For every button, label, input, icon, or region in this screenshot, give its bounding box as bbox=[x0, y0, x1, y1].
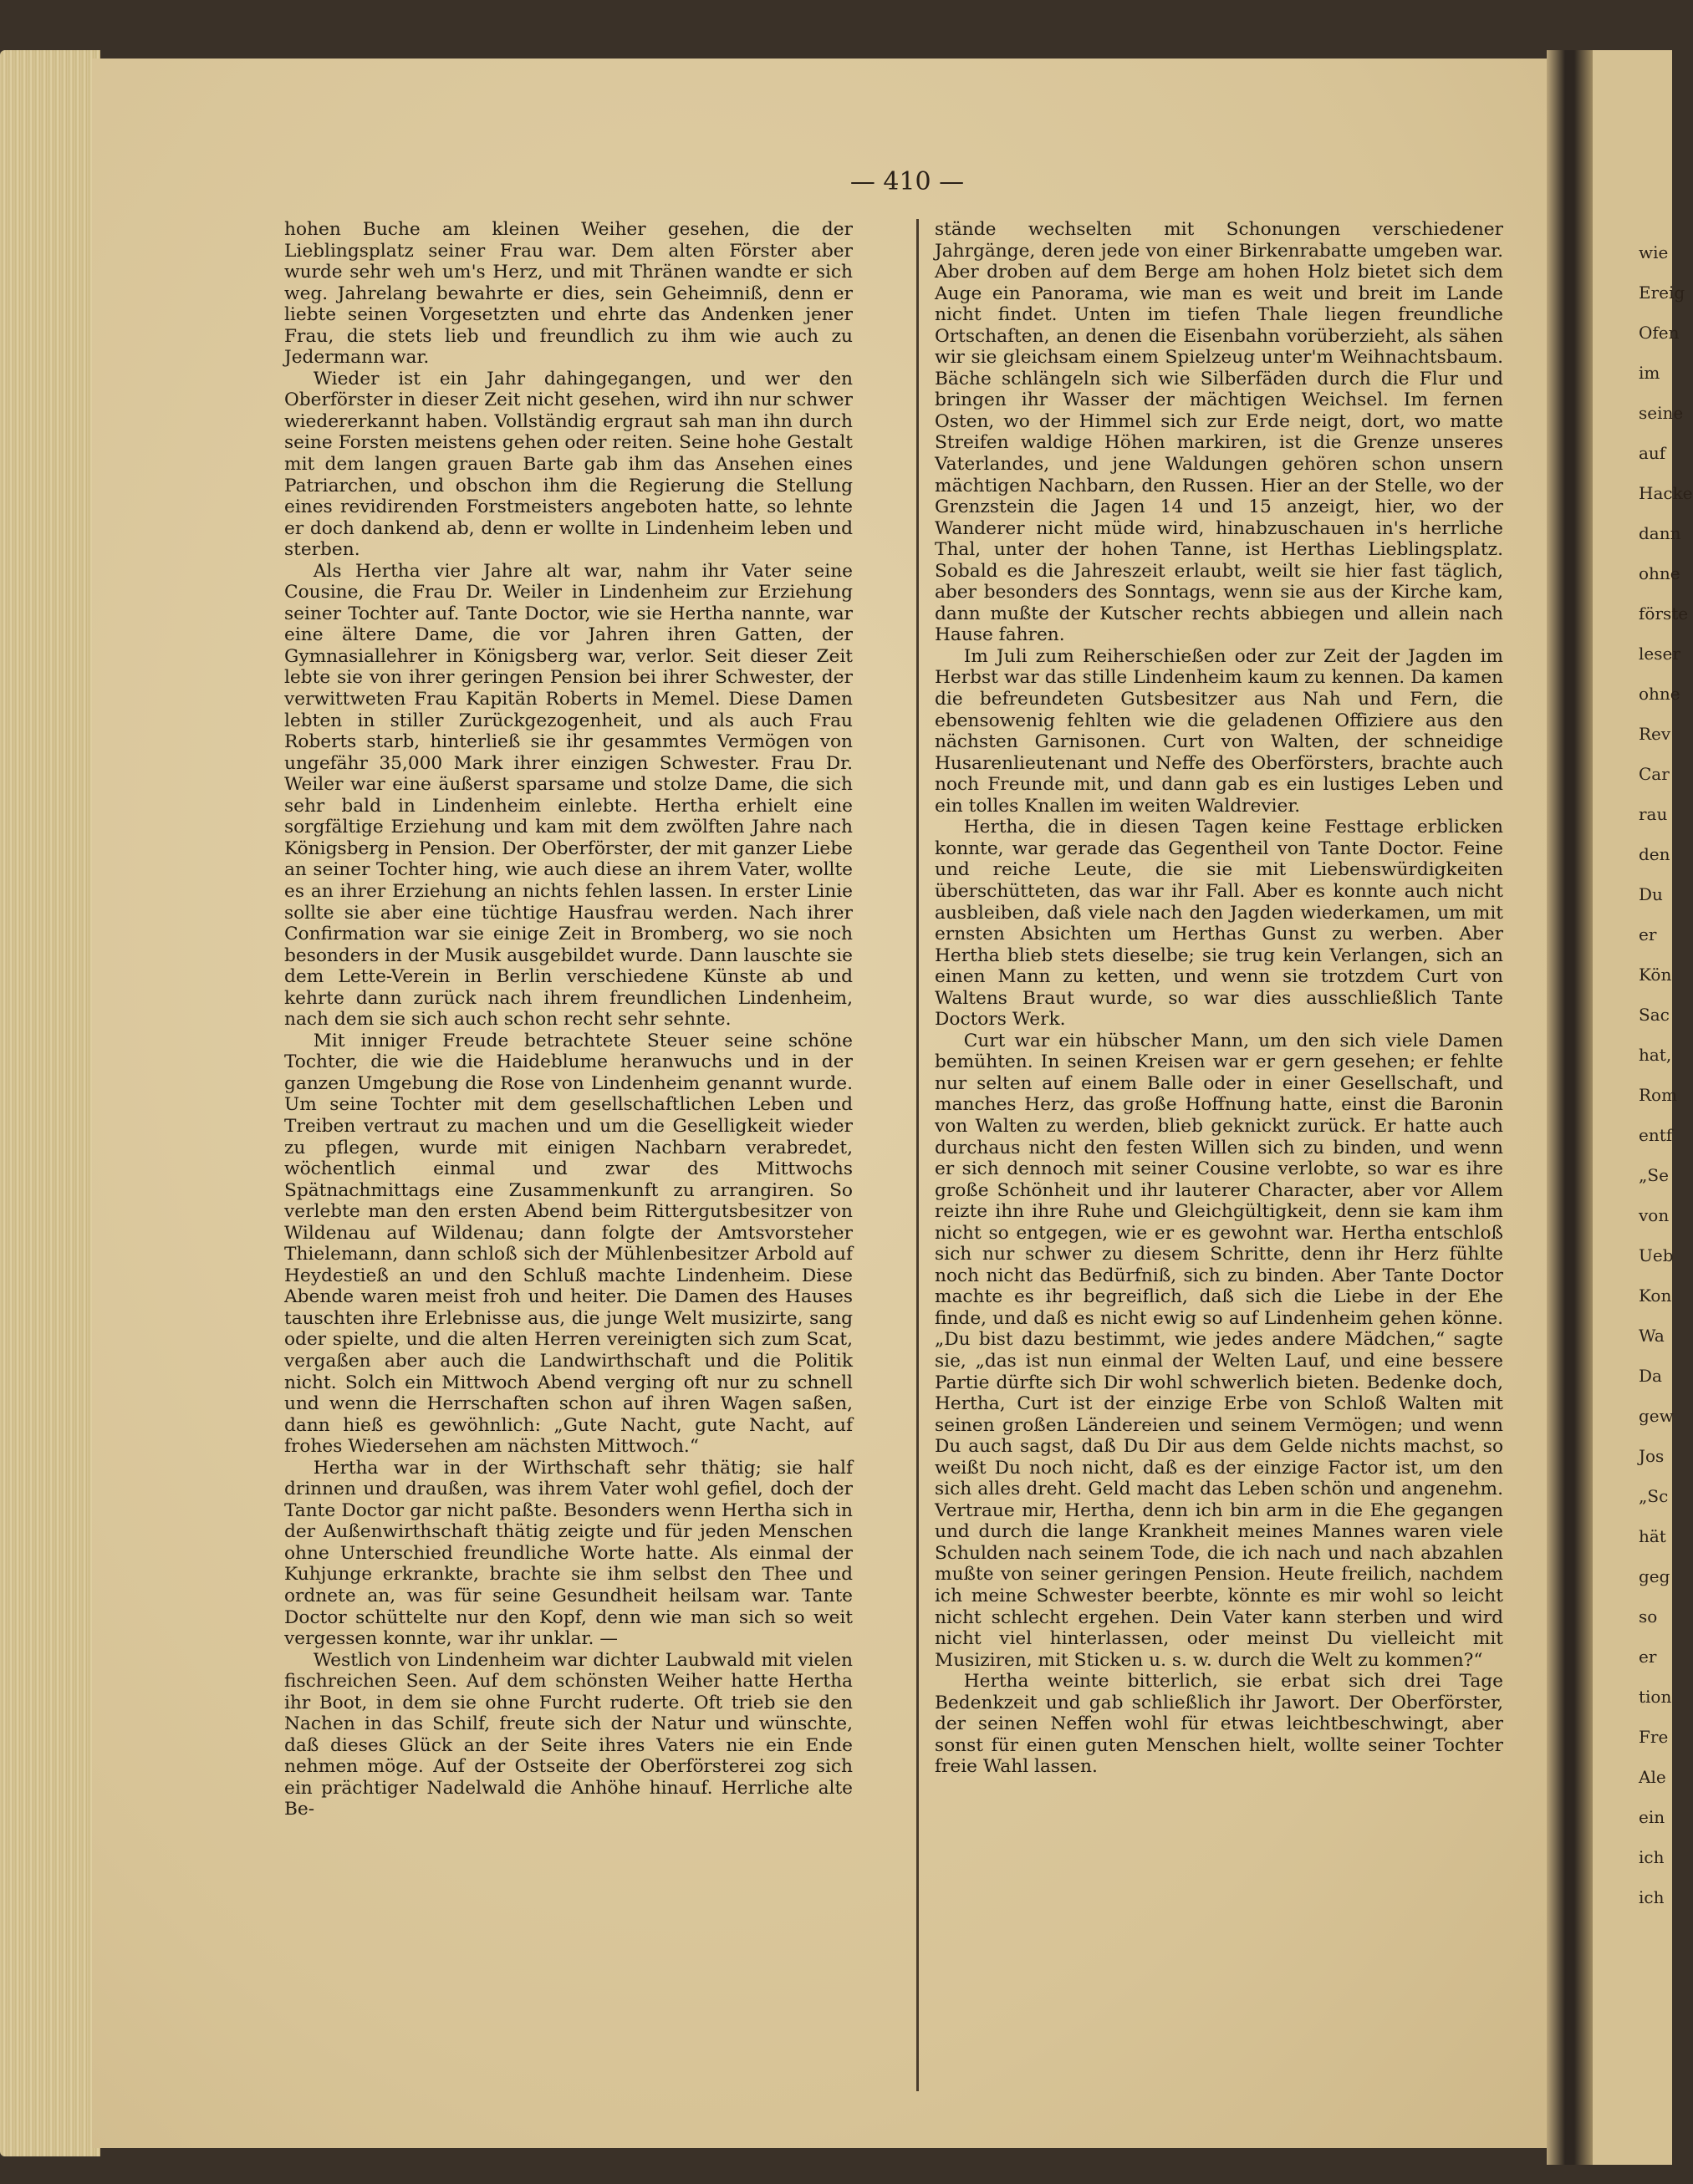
margin-fragment: Wa bbox=[1639, 1326, 1665, 1346]
column-divider bbox=[916, 219, 919, 2091]
margin-fragment: Ereig bbox=[1639, 283, 1685, 303]
margin-fragment: von bbox=[1639, 1205, 1670, 1225]
margin-fragment: Rom bbox=[1639, 1085, 1678, 1105]
margin-fragment: Du bbox=[1639, 884, 1663, 904]
paragraph: Mit inniger Freude betrachtete Steuer seine schöne Tochter, die wie die Haideblume heranwuchs und in der ganzen Umgebung die Rose von Lindenheim genannt wurde. Um seine Tochter mit dem gesellschaftlichen Leben und Treiben vertraut zu machen und um die Geselligkeit wieder zu pflegen, wurde mit einigen Nachbarn verabredet, wöchentlich einmal und zwar des Mittwochs Spätnachmittags eine Zusammenkunft zu arrangiren. So verlebte man den ersten Abend beim Rittergutsbesitzer von Wildenau auf Wildenau; dann folgte der Amtsvorsteher Thielemann, dann schloß sich der Mühlenbesitzer Arbold auf Heydestieß an und den Schluß machte Lindenheim. Diese Abende waren meist froh und heiter. Die Damen des Hauses tauschten ihre Erlebnisse aus, die junge Welt musizirte, sang oder spielte, und die alten Herren vereinigten sich zum Scat, vergaßen aber auch die Landwirthschaft und die Politik nicht. Solch ein Mittwoch Abend verging oft nur zu schnell und wenn die Herrschaften schon auf ihren Wagen saßen, dann hieß es gewöhnlich: „Gute Nacht, gute Nacht, auf frohes Wiedersehen am nächsten Mittwoch.“ bbox=[284, 1030, 853, 1458]
margin-fragment: ich bbox=[1639, 1887, 1665, 1907]
left-text-column bbox=[284, 219, 853, 2100]
margin-fragment: ich bbox=[1639, 1847, 1665, 1867]
paragraph: stände wechselten mit Schonungen verschiedener Jahrgänge, deren jede von einer Birkenrabatte umgeben war. Aber droben auf dem Berge am hohen Holz bietet sich dem Auge ein Panorama, wie man es weit und breit im Lande nicht findet. Unten im tiefen Thale liegen freundliche Ortschaften, an denen die Eisenbahn vorüberzieht, als sähen wir sie gleichsam einem Spielzeug unter'm Weihnachtsbaum. Bäche schlängeln sich wie Silberfäden durch die Flur und bringen ihr Wasser der mächtigen Weichsel. Im fernen Osten, wo der Himmel sich zur Erde neigt, dort, wo matte Streifen waldige Höhen markiren, ist die Grenze unseres Vaterlandes, und jene Waldungen gehören schon unsern mächtigen Nachbarn, den Russen. Hier an der Stelle, wo der Grenzstein die Jagen 14 und 15 anzeigt, hier, wo der Wanderer nicht müde wird, hinabzuschauen in's herrliche Thal, unter der hohen Tanne, ist Herthas Lieblingsplatz. Sobald es die Jahreszeit erlaubt, weilt sie hier fast täglich, aber besonders des Sonntags, wenn sie aus der Kirche kam, dann mußte der Kutscher rechts abbiegen und allein nach Hause fahren. bbox=[935, 219, 1503, 646]
margin-fragment: Fre bbox=[1639, 1727, 1669, 1747]
paragraph: Curt war ein hübscher Mann, um den sich viele Damen bemühten. In seinen Kreisen war er gern gesehen; er fehlte nur selten auf einem Balle oder in einer Gesellschaft, und manches Herz, das große Hoffnung hatte, einst die Baronin von Walten zu werden, blieb geknickt zurück. Er hatte auch durchaus nicht den festen Willen sich zu binden, und wenn er sich dennoch mit seiner Cousine verlobte, so war es ihre große Schönheit und ihr lauterer Character, aber vor Allem reizte ihn ihre Ruhe und Gleichgültigkeit, denn sie kam ihm nicht so entgegen, wie er es gewohnt war. Hertha entschloß sich nur schwer zu diesem Schritte, denn ihr Herz fühlte noch nicht das Bedürfniß, sich zu binden. Aber Tante Doctor machte es ihr begreiflich, daß sich die Liebe in der Ehe finde, und daß es nicht ewig so auf Lindenheim gehen könne. „Du bist dazu bestimmt, wie jedes andere Mädchen,“ sagte sie, „das ist nun einmal der Welten Lauf, und eine bessere Partie dürfte sich Dir wohl schwerlich bieten. Bedenke doch, Hertha, Curt ist der einzige Erbe von Schloß Walten mit seinen großen Ländereien und seinem Vermögen; und wenn Du auch sagst, daß Du Dir aus dem Gelde nichts machst, so weißt Du noch nicht, daß es der einzige Factor ist, um den sich alles dreht. Geld macht das Leben schön und angenehm. Vertraue mir, Hertha, denn ich bin arm in die Ehe gegangen und durch die lange Krankheit meines Mannes waren viele Schulden nach seinem Tode, die ich nach und nach abzahlen mußte von seiner geringen Pension. Heute freilich, nachdem ich meine Schwester beerbte, könnte es mir wohl so leicht nicht schlecht ergehen. Dein Vater kann sterben und wird nicht viel hinterlassen, oder meinst Du vielleicht mit Musiziren, mit Sticken u. s. w. durch die Welt zu kommen?“ bbox=[935, 1030, 1503, 1671]
facing-page-text-fragments bbox=[1639, 242, 1693, 1927]
margin-fragment: gew bbox=[1639, 1406, 1674, 1426]
paragraph: Wieder ist ein Jahr dahingegangen, und wer den Oberförster in dieser Zeit nicht gesehen, wird ihn nur schwer wiedererkannt haben. Vollständig ergraut sah man ihn durch seine Forsten meistens gehen oder reiten. Seine hohe Gestalt mit dem langen grauen Barte gab ihm das Ansehen eines Patriarchen, und obschon ihm die Regierung die Stellung eines revidirenden Forstmeisters angeboten hatte, so lehnte er doch dankend ab, denn er wollte in Lindenheim leben und sterben. bbox=[284, 368, 853, 561]
margin-fragment: den bbox=[1639, 844, 1670, 864]
margin-fragment: so bbox=[1639, 1606, 1658, 1627]
margin-fragment: dann bbox=[1639, 523, 1681, 543]
margin-fragment: Rev bbox=[1639, 724, 1671, 744]
margin-fragment: ein bbox=[1639, 1807, 1665, 1827]
right-text-column bbox=[935, 219, 1503, 2100]
margin-fragment: tion bbox=[1639, 1687, 1672, 1707]
margin-fragment: Hacke bbox=[1639, 483, 1693, 503]
paragraph: Hertha war in der Wirthschaft sehr thätig; sie half drinnen und draußen, was ihrem Vater wohl gefiel, doch der Tante Doctor gar nicht paßte. Besonders wenn Hertha sich in der Außenwirthschaft thätig zeigte und für jeden Menschen ohne Unterschied freundliche Worte hatte. Als einmal der Kuhjunge erkrankte, brachte sie ihm selbst den Thee und ordnete an, was für seine Gesundheit heilsam war. Tante Doctor schüttelte nur den Kopf, denn wie man sich so weit vergessen konnte, war ihr unklar. — bbox=[284, 1457, 853, 1650]
margin-fragment: hat, bbox=[1639, 1045, 1672, 1065]
paragraph: hohen Buche am kleinen Weiher gesehen, die der Lieblingsplatz seiner Frau war. Dem alten Förster aber wurde sehr weh um's Herz, und mit Thränen wandte er sich weg. Jahrelang bewahrte er dies, sein Geheimniß, denn er liebte seinen Vorgesetzten und ehrte das Andenken jener Frau, die stets lieb und freundlich zu ihm wie auch zu Jedermann war. bbox=[284, 219, 853, 369]
margin-fragment: rau bbox=[1639, 804, 1668, 824]
paragraph: Als Hertha vier Jahre alt war, nahm ihr Vater seine Cousine, die Frau Dr. Weiler in Lindenheim zur Erziehung seiner Tochter auf. Tante Doctor, wie sie Hertha nannte, war eine ältere Dame, die vor Jahren ihren Gatten, der Gymnasiallehrer in Königsberg war, verlor. Seit dieser Zeit lebte sie von ihrer geringen Pension bei ihrer Schwester, der verwittweten Frau Kapitän Roberts in Memel. Diese Damen lebten in stiller Zurückgezogenheit, und als auch Frau Roberts starb, hinterließ sie ihr gesammtes Vermögen von ungefähr 35,000 Mark ihrer einzigen Schwester. Frau Dr. Weiler war eine äußerst sparsame und stolze Dame, die sich sehr bald in Lindenheim einlebte. Hertha erhielt eine sorgfältige Erziehung und kam mit dem zwölften Jahre nach Königsberg in Pension. Der Oberförster, der mit ganzer Liebe an seiner Tochter hing, wie auch diese an ihrem Vater, wollte es an ihrer Erziehung an nichts fehlen lassen. In erster Linie sollte sie aber eine tüchtige Hausfrau werden. Nach ihrer Confirmation war sie einige Zeit in Bromberg, wo sie noch besonders in der Musik ausgebildet wurde. Dann lauschte sie dem Lette-Verein in Berlin verschiedene Künste ab und kehrte dann zurück nach ihrem freundlichen Lindenheim, nach dem sie sich auch schon recht sehr sehnte. bbox=[284, 560, 853, 1031]
book-page-edges bbox=[0, 50, 100, 2156]
margin-fragment: Ofen bbox=[1639, 323, 1680, 343]
margin-fragment: Jos bbox=[1639, 1446, 1665, 1466]
margin-fragment: leser bbox=[1639, 644, 1680, 664]
margin-fragment: „Se bbox=[1639, 1165, 1669, 1185]
margin-fragment: er bbox=[1639, 1647, 1657, 1667]
margin-fragment: Car bbox=[1639, 764, 1670, 784]
paragraph: Hertha weinte bitterlich, sie erbat sich drei Tage Bedenkzeit und gab schließlich ihr Jawort. Der Oberförster, der seinen Neffen wohl für etwas leichtbeschwingt, aber sonst für einen guten Menschen hielt, wollte seiner Tochter freie Wahl lassen. bbox=[935, 1671, 1503, 1778]
margin-fragment: seine bbox=[1639, 403, 1684, 423]
margin-fragment: ohne bbox=[1639, 563, 1680, 583]
page-number: — 410 — bbox=[849, 167, 965, 196]
paragraph: Hertha, die in diesen Tagen keine Festtage erblicken konnte, war gerade das Gegentheil von Tante Doctor. Feine und reiche Leute, die sie mit Liebenswürdigkeiten überschütteten, das war ihr Fall. Aber es konnte auch nicht ausbleiben, daß viele nach den Jagden wiederkamen, um mit ernsten Absichten um Herthas Gunst zu werben. Aber Hertha blieb stets dieselbe; sie trug kein Verlangen, sich an einen Mann zu ketten, und wenn sie trotzdem Curt von Waltens Braut wurde, so war dies ausschließlich Tante Doctors Werk. bbox=[935, 817, 1503, 1031]
margin-fragment: Da bbox=[1639, 1366, 1662, 1386]
margin-fragment: auf bbox=[1639, 443, 1666, 463]
margin-fragment: Ueb bbox=[1639, 1245, 1674, 1265]
margin-fragment: entf bbox=[1639, 1125, 1673, 1145]
book-gutter bbox=[1547, 50, 1593, 2165]
margin-fragment: geg bbox=[1639, 1566, 1670, 1586]
paragraph: Im Juli zum Reiherschießen oder zur Zeit der Jagden im Herbst war das stille Lindenheim kaum zu kennen. Da kamen die befreundeten Gutsbesitzer aus Nah und Fern, die ebensowenig fehlten wie die geladenen Offiziere aus den nächsten Garnisonen. Curt von Walten, der schneidige Husarenlieutenant und Neffe des Oberförsters, brachte auch noch Freunde mit, und dann gab es ein lustiges Leben und ein tolles Knallen im weiten Waldrevier. bbox=[935, 645, 1503, 817]
margin-fragment: Sac bbox=[1639, 1005, 1670, 1025]
margin-fragment: im bbox=[1639, 363, 1660, 383]
margin-fragment: ohne bbox=[1639, 684, 1680, 704]
margin-fragment: Kön bbox=[1639, 965, 1672, 985]
margin-fragment: wie bbox=[1639, 242, 1669, 262]
margin-fragment: hät bbox=[1639, 1526, 1666, 1546]
paragraph: Westlich von Lindenheim war dichter Laubwald mit vielen fischreichen Seen. Auf dem schönsten Weiher hatte Hertha ihr Boot, in dem sie ohne Furcht ruderte. Oft trieb sie den Nachen in das Schilf, freute sich der Natur und wünschte, daß dieses Glück an der Seite ihres Vaters nie ein Ende nehmen möge. Auf der Ostseite der Oberförsterei zog sich ein prächtiger Nadelwald die Anhöhe hinauf. Herrliche alte Be- bbox=[284, 1649, 853, 1820]
margin-fragment: „Sc bbox=[1639, 1486, 1669, 1506]
margin-fragment: Ale bbox=[1639, 1767, 1666, 1787]
margin-fragment: förste bbox=[1639, 603, 1689, 624]
margin-fragment: er bbox=[1639, 924, 1657, 944]
margin-fragment: Kon bbox=[1639, 1285, 1672, 1306]
